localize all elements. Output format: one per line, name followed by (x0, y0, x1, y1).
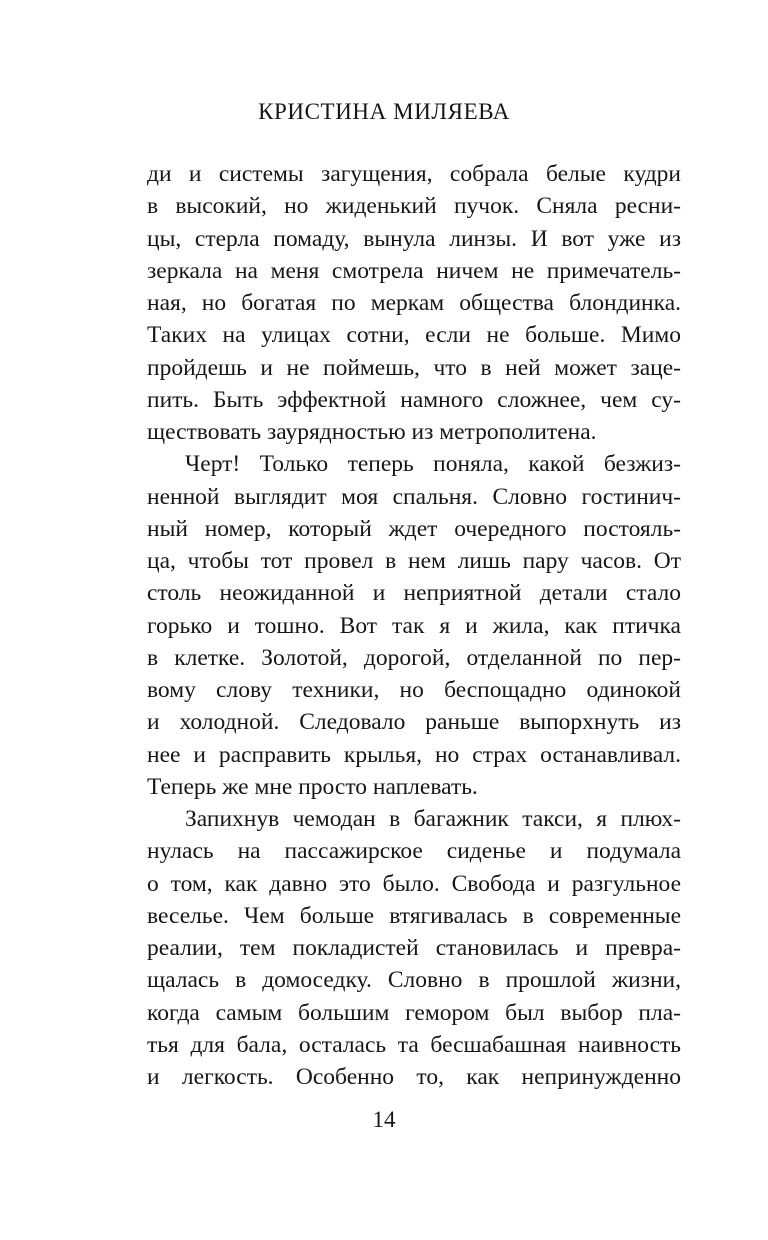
text-line: нее и расправить крылья, но страх останавливал. (147, 741, 681, 768)
text-line: Таких на улицах сотни, если не больше. Мимо (147, 322, 681, 349)
text-line: пить. Быть эффектной намного сложнее, чем су- (147, 386, 681, 413)
author-name: КРИСТИНА МИЛЯЕВА (258, 99, 510, 124)
text-line: щалась в домоседку. Словно в прошлой жизни, (147, 967, 681, 994)
text-line: столь неожиданной и неприятной детали стало (147, 580, 681, 607)
running-head-author (0, 96, 768, 128)
text-line: пройдешь и не поймешь, что в ней может заце- (147, 354, 681, 381)
text-line: Запихнув чемодан в багажник такси, я плюх- (185, 806, 681, 832)
text-line: ди и системы загущения, собрала белые кудри (147, 161, 681, 187)
text-line: ный номер, который ждет очередного постояль- (147, 515, 681, 542)
text-line: Теперь же мне просто наплевать. (147, 773, 478, 800)
paragraph (147, 448, 681, 803)
text-line: вому слову техники, но беспощадно одинокой (147, 677, 681, 703)
body-text (147, 158, 681, 1093)
paragraph (147, 803, 681, 1093)
text-line: горько и тошно. Вот так я и жила, как птичка (147, 612, 681, 639)
text-line: веселье. Чем больше втягивалась в современные (147, 902, 681, 929)
page-number: 14 (372, 1107, 396, 1132)
text-line: ществовать заурядностью из метрополитена. (147, 419, 597, 445)
text-line: и легкость. Особенно то, как непринужденно (147, 1064, 681, 1090)
text-line: ненной выглядит моя спальня. Словно гостинич- (147, 483, 681, 510)
text-line: о том, как давно это было. Свобода и разгульное (147, 870, 681, 897)
text-line: нулась на пассажирское сиденье и подумала (147, 838, 681, 865)
paragraph (147, 158, 681, 448)
text-line: ная, но богатая по меркам общества блондинка. (147, 290, 681, 316)
text-line: Черт! Только теперь поняла, какой безжиз- (185, 451, 681, 478)
text-line: цы, стерла помаду, вынула линзы. И вот уже из (147, 225, 681, 252)
text-line: ца, чтобы тот провел в нем лишь пару часов. От (147, 548, 681, 574)
text-line: в клетке. Золотой, дорогой, отделанной по пер- (147, 644, 681, 671)
text-line: реалии, тем покладистей становилась и превра- (147, 935, 681, 961)
text-line: в высокий, но жиденький пучок. Сняла ресни- (147, 193, 681, 220)
text-line: тья для бала, осталась та бесшабашная наивность (147, 1031, 681, 1058)
text-line: зеркала на меня смотрела ничем не примечатель- (147, 257, 681, 284)
text-line: когда самым большим гемором был выбор пла- (147, 999, 681, 1026)
text-line: и холодной. Следовало раньше выпорхнуть из (147, 709, 681, 736)
